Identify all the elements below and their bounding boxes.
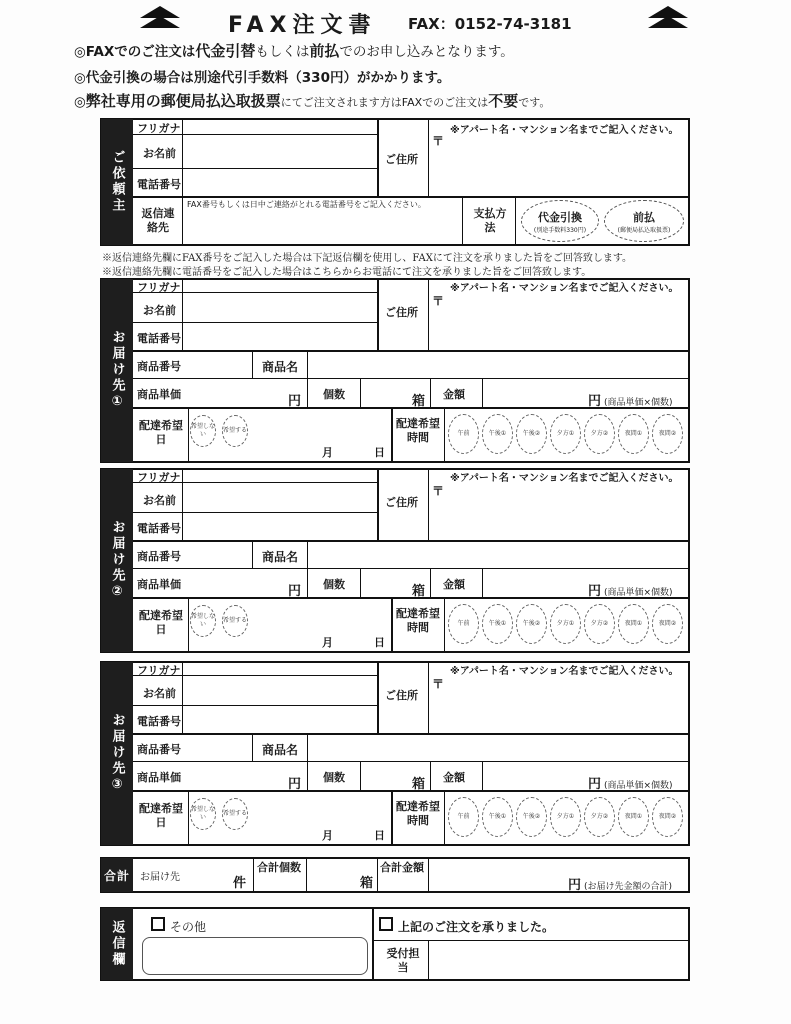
delivery-phone-field[interactable] <box>183 513 376 540</box>
header-note-3-post: です。 <box>518 96 551 109</box>
phone-label: 電話番号 <box>137 332 181 345</box>
time-option[interactable]: 夜間② <box>652 414 683 454</box>
unit-price-field[interactable] <box>183 379 288 406</box>
time-option[interactable]: 夕方② <box>584 414 615 454</box>
requester-furigana-field[interactable] <box>183 120 376 134</box>
time-option[interactable]: 午前 <box>448 414 479 454</box>
delivery-time-label: 配達希望時間 <box>396 417 440 444</box>
time-option[interactable]: 午後② <box>516 414 547 454</box>
time-option[interactable]: 夜間① <box>618 414 649 454</box>
amount-yen-unit: 円 <box>588 394 602 409</box>
yen-unit: 円 <box>288 584 302 599</box>
product-no-field[interactable] <box>183 541 251 568</box>
header-note-2 <box>74 66 450 86</box>
total-qty-label: 合計個数 <box>257 861 301 874</box>
address-label: ご住所 <box>385 153 418 166</box>
total-amount-field[interactable] <box>430 859 565 891</box>
name-label: お名前 <box>143 147 176 160</box>
product-no-field[interactable] <box>183 734 251 761</box>
total-yen-unit: 円 <box>568 878 582 893</box>
fax-number: FAX：0152-74-3181 <box>408 15 572 33</box>
reply-contact-field[interactable] <box>183 210 461 244</box>
requester-phone-field[interactable] <box>183 169 376 196</box>
other-text-field[interactable] <box>142 937 368 975</box>
amount-yen-unit: 円 <box>588 777 602 792</box>
qty-label: 個数 <box>323 578 345 591</box>
delivery-name-field[interactable] <box>183 483 376 512</box>
date-wish-option[interactable]: 希望する <box>222 605 248 637</box>
reply-note-2: ※返信連絡先欄に電話番号をご記入した場合はこちらからお電話にて注文を承りました旨をご回答致します。 <box>102 267 592 278</box>
header-note-1-b1: 代金引替 <box>195 42 256 60</box>
delivery-address-field[interactable] <box>430 484 688 539</box>
qty-field[interactable] <box>362 762 410 789</box>
reply-side-label: 返信欄 <box>101 908 133 980</box>
delivery-name-field[interactable] <box>183 676 376 705</box>
time-option[interactable]: 夕方② <box>584 604 615 644</box>
qty-label: 個数 <box>323 771 345 784</box>
time-option[interactable]: 夜間① <box>618 797 649 837</box>
amount-field[interactable] <box>484 379 588 406</box>
address-label: ご住所 <box>385 496 418 509</box>
name-label: お名前 <box>143 304 176 317</box>
time-option[interactable]: 夕方① <box>550 797 581 837</box>
delivery-date-field[interactable] <box>252 792 388 842</box>
furigana-label: フリガナ <box>137 122 181 135</box>
date-wish-option[interactable]: 希望する <box>222 798 248 830</box>
accepted-label: 上記のご注文を承りました。 <box>398 920 555 934</box>
box-unit: 箱 <box>412 394 426 409</box>
header-note-3 <box>74 90 550 111</box>
payment-prepaid-label: 前払 <box>633 210 655 224</box>
header-note-1 <box>74 40 514 61</box>
other-checkbox[interactable] <box>151 917 165 931</box>
time-option[interactable]: 夕方① <box>550 604 581 644</box>
reply-contact-label: 返信連絡先 <box>141 207 175 234</box>
delivery-phone-field[interactable] <box>183 706 376 733</box>
payment-cod-label: 代金引換 <box>538 210 582 224</box>
header-note-3-mid: にてご注文されます方はFAXでのご注文は <box>280 96 489 109</box>
delivery-address-field[interactable] <box>430 677 688 732</box>
delivery-time-label: 配達希望時間 <box>396 800 440 827</box>
product-name-field[interactable] <box>309 541 688 568</box>
time-option[interactable]: 午後② <box>516 797 547 837</box>
phone-label: 電話番号 <box>137 522 181 535</box>
delivery-date-label: 配達希望日 <box>139 419 183 446</box>
header-note-2-pre: ◎代金引換の場合は別途代引手数料（330円）がかかります。 <box>74 70 451 86</box>
address-note: ※アパート名・マンション名までご記入ください。 <box>450 283 679 294</box>
header-note-3-b1: 弊社専用の郵便局払込取扱票 <box>85 92 281 110</box>
month-label: 月 <box>322 636 333 649</box>
unit-price-field[interactable] <box>183 762 288 789</box>
month-label: 月 <box>322 446 333 459</box>
postal-mark: 〒 <box>432 484 445 498</box>
received-field[interactable] <box>430 942 688 979</box>
total-ken-unit: 件 <box>233 876 247 891</box>
phone-label: 電話番号 <box>137 715 181 728</box>
qty-field[interactable] <box>362 379 410 406</box>
total-destinations-field[interactable] <box>186 859 232 891</box>
time-option[interactable]: 夜間② <box>652 604 683 644</box>
product-name-label: 商品名 <box>262 360 299 374</box>
day-label: 日 <box>374 446 385 459</box>
delivery-side-label: お届け先③ <box>101 662 133 845</box>
amount-yen-unit: 円 <box>588 584 602 599</box>
unit-price-label: 商品単価 <box>137 771 181 784</box>
address-label: ご住所 <box>385 689 418 702</box>
amount-label: 金額 <box>443 578 465 591</box>
requester-side-label: ご依頼主 <box>101 119 133 245</box>
amount-field[interactable] <box>484 569 588 596</box>
delivery-date-label: 配達希望日 <box>139 609 183 636</box>
amount-field[interactable] <box>484 762 588 789</box>
product-no-label: 商品番号 <box>137 743 181 756</box>
product-no-label: 商品番号 <box>137 360 181 373</box>
delivery-date-label: 配達希望日 <box>139 802 183 829</box>
phone-label: 電話番号 <box>137 178 181 191</box>
requester-address-field[interactable] <box>430 135 688 195</box>
time-option[interactable]: 午後① <box>482 797 513 837</box>
time-option[interactable]: 午前 <box>448 797 479 837</box>
name-label: お名前 <box>143 687 176 700</box>
box-unit: 箱 <box>412 584 426 599</box>
total-side-label: 合計 <box>101 858 133 892</box>
page-title: FAX注文書 <box>228 13 377 38</box>
date-no-wish-option[interactable]: 希望しない <box>190 605 216 637</box>
time-option[interactable]: 夜間② <box>652 797 683 837</box>
payment-label: 支払方法 <box>473 207 507 234</box>
product-name-field[interactable] <box>309 734 688 761</box>
reply-note-1: ※返信連絡先欄にFAX番号をご記入した場合は下記返信欄を使用し、FAXにて注文を承りました旨をご回答致します。 <box>102 253 633 264</box>
header-note-1-mid: もしくは <box>255 44 310 60</box>
month-label: 月 <box>322 829 333 842</box>
delivery-phone-field[interactable] <box>183 323 376 350</box>
postal-mark: 〒 <box>432 294 445 308</box>
unit-price-label: 商品単価 <box>137 388 181 401</box>
time-option[interactable]: 夜間① <box>618 604 649 644</box>
product-name-label: 商品名 <box>262 743 299 757</box>
delivery-date-field[interactable] <box>252 409 388 459</box>
delivery-name-field[interactable] <box>183 293 376 322</box>
delivery-address-field[interactable] <box>430 294 688 349</box>
time-option[interactable]: 午後① <box>482 604 513 644</box>
address-label: ご住所 <box>385 306 418 319</box>
time-option[interactable]: 夕方② <box>584 797 615 837</box>
payment-prepaid-option[interactable] <box>604 200 684 242</box>
payment-cod-sub: (別途手数料330円) <box>533 226 587 234</box>
payment-prepaid-sub: (郵便局払込取扱票) <box>617 226 671 234</box>
total-box-unit: 箱 <box>360 876 374 891</box>
total-yen-note: (お届け先金額の合計) <box>584 882 673 892</box>
amount-label: 金額 <box>443 771 465 784</box>
unit-price-field[interactable] <box>183 569 288 596</box>
accepted-checkbox[interactable] <box>379 917 393 931</box>
yen-unit: 円 <box>288 777 302 792</box>
amount-note: (商品単価×個数) <box>604 588 673 598</box>
amount-note: (商品単価×個数) <box>604 398 673 408</box>
furigana-label: フリガナ <box>137 664 181 677</box>
qty-field[interactable] <box>362 569 410 596</box>
total-amount-label: 合計金額 <box>380 861 424 874</box>
delivery-furigana-field[interactable] <box>183 469 376 482</box>
received-label: 受付担当 <box>386 947 420 974</box>
day-label: 日 <box>374 636 385 649</box>
time-option[interactable]: 午前 <box>448 604 479 644</box>
date-no-wish-option[interactable]: 希望しない <box>190 798 216 830</box>
amount-note: (商品単価×個数) <box>604 781 673 791</box>
header-note-3-b2: 不要 <box>488 92 519 110</box>
header-note-1-pre: ◎FAXでのご注文は <box>74 44 196 60</box>
name-label: お名前 <box>143 494 176 507</box>
time-option[interactable]: 夕方① <box>550 414 581 454</box>
header-note-1-post: でのお申し込みとなります。 <box>339 44 514 60</box>
box-unit: 箱 <box>412 777 426 792</box>
address-note: ※アパート名・マンション名までご記入ください。 <box>450 666 679 677</box>
header-note-1-b2: 前払 <box>309 42 340 60</box>
time-option[interactable]: 午後① <box>482 414 513 454</box>
delivery-date-field[interactable] <box>252 599 388 649</box>
product-no-field[interactable] <box>183 351 251 378</box>
requester-name-field[interactable] <box>183 135 376 168</box>
furigana-label: フリガナ <box>137 471 181 484</box>
day-label: 日 <box>374 829 385 842</box>
postal-mark: 〒 <box>432 677 445 691</box>
furigana-label: フリガナ <box>137 281 181 294</box>
reply-contact-hint: FAX番号もしくは日中ご連絡がとれる電話番号をご記入ください。 <box>187 200 426 209</box>
total-destinations-label: お届け先 <box>140 872 180 883</box>
qty-label: 個数 <box>323 388 345 401</box>
header-note-3-pre: ◎ <box>74 94 86 110</box>
product-name-label: 商品名 <box>262 550 299 564</box>
other-label: その他 <box>170 920 207 934</box>
date-wish-option[interactable]: 希望する <box>222 415 248 447</box>
delivery-furigana-field[interactable] <box>183 279 376 292</box>
date-no-wish-option[interactable]: 希望しない <box>190 415 216 447</box>
payment-cod-option[interactable] <box>521 200 599 242</box>
delivery-side-label: お届け先② <box>101 469 133 652</box>
yen-unit: 円 <box>288 394 302 409</box>
delivery-side-label: お届け先① <box>101 279 133 462</box>
postal-mark: 〒 <box>432 134 445 148</box>
total-qty-field[interactable] <box>308 859 358 891</box>
unit-price-label: 商品単価 <box>137 578 181 591</box>
address-note: ※アパート名・マンション名までご記入ください。 <box>450 473 679 484</box>
time-option[interactable]: 午後② <box>516 604 547 644</box>
delivery-time-label: 配達希望時間 <box>396 607 440 634</box>
address-note: ※アパート名・マンション名までご記入ください。 <box>450 125 679 136</box>
amount-label: 金額 <box>443 388 465 401</box>
delivery-furigana-field[interactable] <box>183 662 376 675</box>
product-name-field[interactable] <box>309 351 688 378</box>
product-no-label: 商品番号 <box>137 550 181 563</box>
